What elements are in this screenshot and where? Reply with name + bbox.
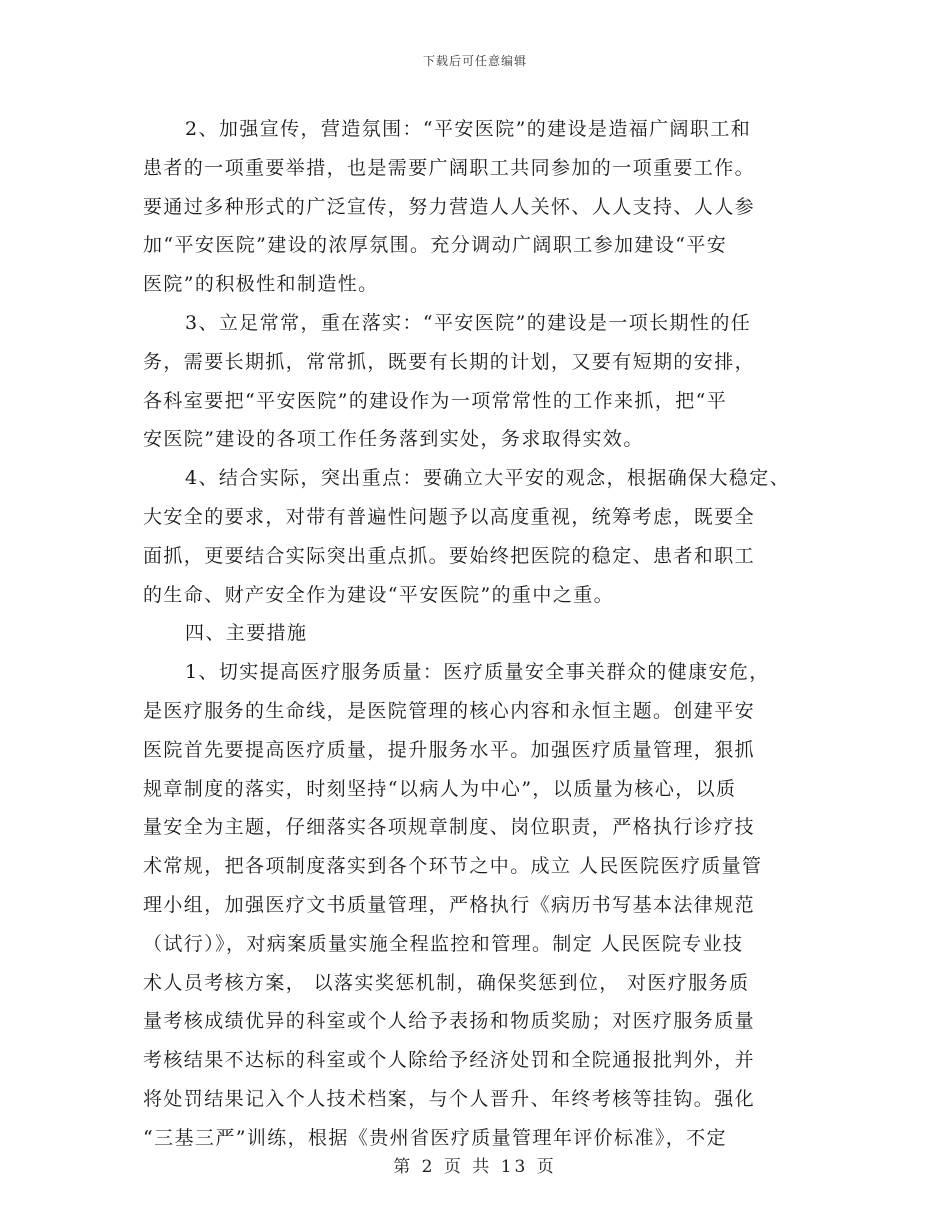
paragraph-line: 量安全为主题，仔细落实各项规章制度、岗位职责，严格执行诊疗技: [143, 816, 756, 839]
paragraph-line: 4、结合实际，突出重点：要确立大平安的观念，根据确保大稳定、: [185, 467, 791, 490]
paragraph-line: 是医疗服务的生命线，是医院管理的核心内容和永恒主题。创建平安: [143, 699, 756, 722]
body-text: [143, 110, 823, 1158]
paragraph-line: 考核结果不达标的科室或个人除给予经济处罚和全院通报批判外，并: [143, 1049, 756, 1072]
paragraph-line: 3、立足常常，重在落实：“平安医院”的建设是一项长期性的任: [185, 311, 752, 334]
paragraph-line: 将处罚结果记入个人技术档案，与个人晋升、年终考核等挂钩。强化: [143, 1087, 756, 1110]
section-heading: 四、主要措施: [185, 622, 308, 645]
paragraph-line: “三基三严”训练，根据《贵州省医疗质量管理年评价标准》，不定: [143, 1126, 727, 1149]
paragraph-line: 要通过多种形式的广泛宣传，努力营造人人关怀、人人支持、人人参: [143, 195, 756, 218]
page-footer: 第 2 页 共 13 页: [393, 1157, 557, 1177]
paragraph-line: 各科室要把“平安医院”的建设作为一项常常性的工作来抓，把“平: [143, 389, 728, 412]
page-header: 下载后可任意编辑: [422, 54, 527, 68]
paragraph-line: 2、加强宣传，营造氛围：“平安医院”的建设是造福广阔职工和: [185, 118, 752, 140]
paragraph-line: 的生命、财产安全作为建设“平安医院”的重中之重。: [143, 583, 615, 606]
paragraph-line: 务，需要长期抓，常常抓，既要有长期的计划，又要有短期的安排，: [143, 350, 756, 373]
paragraph-line: 术人员考核方案， 以落实奖惩机制，确保奖惩到位， 对医疗服务质: [143, 971, 750, 994]
paragraph-line: 量考核成绩优异的科室或个人给予表扬和物质奖励；对医疗服务质量: [143, 1010, 756, 1033]
paragraph-line: 1、切实提高医疗服务质量：医疗质量安全事关群众的健康安危，: [185, 661, 770, 684]
paragraph-line: 医院首先要提高医疗质量，提升服务水平。加强医疗质量管理，狠抓: [143, 738, 756, 761]
paragraph-line: 患者的一项重要举措，也是需要广阔职工共同参加的一项重要工作。: [143, 156, 756, 179]
paragraph-line: （试行）》，对病案质量实施全程监控和管理。制定 人民医院专业技: [143, 932, 744, 955]
paragraph-line: 安医院”建设的各项工作任务落到实处，务求取得实效。: [143, 428, 644, 451]
paragraph-line: 规章制度的落实，时刻坚持“以病人为中心”，以质量为核心，以质: [143, 777, 737, 800]
paragraph-line: 面抓，更要结合实际突出重点抓。要始终把医院的稳定、患者和职工: [143, 544, 756, 567]
paragraph-line: 术常规，把各项制度落实到各个环节之中。成立 人民医院医疗质量管: [143, 855, 763, 878]
paragraph-line: 大安全的要求，对带有普遍性问题予以高度重视，统筹考虑，既要全: [143, 505, 756, 528]
paragraph-line: 加“平安医院”建设的浓厚氛围。充分调动广阔职工参加建设“平安: [143, 234, 728, 257]
paragraph-line: 医院”的积极性和制造性。: [143, 273, 379, 296]
paragraph-line: 理小组，加强医疗文书质量管理，严格执行《病历书写基本法律规范: [143, 893, 756, 916]
